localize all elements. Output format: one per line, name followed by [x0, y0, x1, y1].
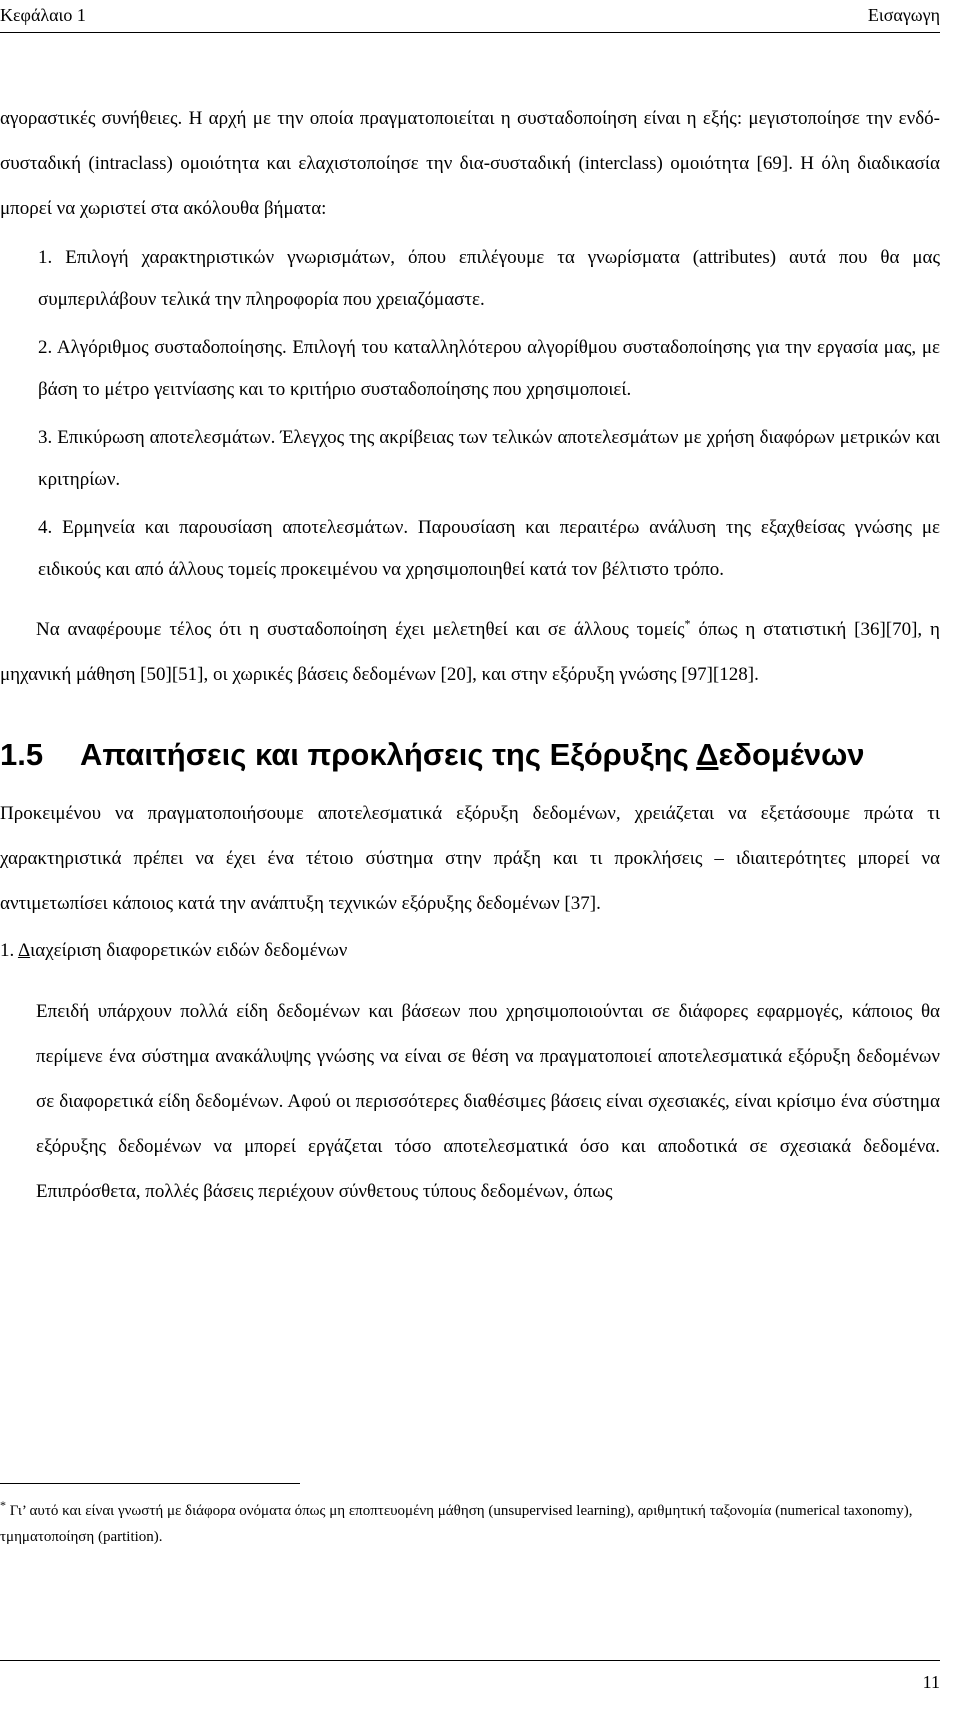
step-text: Έλεγχος της ακρίβειας των τελικών αποτελεσμάτων με χρήση διαφόρων μετρικών και κριτηρίων. — [38, 427, 940, 490]
step-number: 2. — [38, 337, 53, 358]
step-text: Επιλογή του καταλληλότερου αλγορίθμου συσταδοποίησης για την εργασία μας, με βάση το μέτρο γειτνίασης και το κριτήριο συσταδοποίησης που χρησιμοποιεί. — [38, 337, 941, 400]
step-number: 1. — [38, 247, 53, 268]
footnote — [0, 1498, 940, 1550]
subsection-title-rest: ιαχείριση διαφορετικών ειδών δεδομένων — [30, 940, 348, 961]
footnote-reference: * — [684, 616, 691, 631]
intro-paragraph: αγοραστικές συνήθειες. Η αρχή με την οποία πραγματοποιείται η συσταδοποίηση είναι η εξής: μεγιστοποίησε την ενδό-συσταδική (intraclass) ομοιότητα και ελαχιστοποίησε την δια-συσταδική (interclass) ομοιότητα [69]. Η όλη διαδικασία μπορεί να χωριστεί στα ακόλουθα βήματα: — [0, 108, 940, 219]
header-chapter: Κεφάλαιο 1 — [0, 5, 86, 25]
step-item-2 — [0, 327, 940, 411]
section-heading — [0, 733, 940, 777]
closing-text-after: όπως η στατιστική [36][70], η μηχανική μάθηση [50][51], οι χωρικές βάσεις δεδομένων [20], και στην εξόρυξη γνώσης [97][128]. — [0, 619, 940, 685]
footer-divider — [0, 1660, 940, 1661]
closing-paragraph — [0, 607, 940, 697]
subsection-paragraph: Επειδή υπάρχουν πολλά είδη δεδομένων και βάσεων που χρησιμοποιούνται σε διάφορες εφαρμογές, κάποιος θα περίμενε ένα σύστημα ανακάλυψης γνώσης να είναι σε θέση να πραγματοποιεί αποτελεσματικά εξόρυξη δεδομένων σε διαφορετικά είδη δεδομένων. Αφού οι περισσότερες διαθέσιμες βάσεις είναι σχεσιακές, είναι κρίσιμο ένα σύστημα εξόρυξης δεδομένων να μπορεί εργάζεται τόσο αποτελεσματικά όσο και αποδοτικά σε σχεσιακά δεδομένα. Επιπρόσθετα, πολλές βάσεις περιέχουν σύνθετους τύπους δεδομένων, όπως — [36, 1001, 940, 1202]
step-number: 3. — [38, 427, 53, 448]
step-item-4 — [0, 507, 940, 591]
subsection-heading — [0, 928, 940, 973]
closing-text-before: Να αναφέρουμε τέλος ότι η συσταδοποίηση έχει μελετηθεί και σε άλλους τομείς — [36, 619, 685, 640]
footnote-divider — [0, 1483, 300, 1484]
footnote-mark: * — [0, 1498, 6, 1512]
footnote-text: Γι’ αυτό και είναι γνωστή με διάφορα ονόματα όπως μη εποπτευομένη μάθηση (unsupervised learning), αριθμητική ταξονομία (numerical taxonomy), τμηματοποίηση (partition). — [0, 1503, 913, 1545]
page-body — [0, 96, 940, 1214]
section-title-after: εδομένων — [718, 737, 865, 772]
step-title: Ερμηνεία και παρουσίαση αποτελεσμάτων. — [62, 517, 409, 538]
section-number: 1.5 — [0, 737, 44, 772]
step-title: Αλγόριθμος συσταδοποίησης. — [56, 337, 287, 358]
subsection-title-underlined: Δ — [17, 940, 31, 961]
step-title: Επικύρωση αποτελεσμάτων. — [57, 427, 276, 448]
step-number: 4. — [38, 517, 53, 538]
step-item-1 — [0, 237, 940, 321]
page-number: 11 — [922, 1672, 940, 1692]
step-text: όπου επιλέγουμε τα γνωρίσματα (attributes) αυτά που θα μας συμπεριλάβουν τελικά την πληροφορία που χρειαζόμαστε. — [38, 247, 941, 310]
subsection-number: 1. — [0, 940, 15, 961]
header-section: Εισαγωγη — [867, 5, 940, 25]
step-title: Επιλογή χαρακτηριστικών γνωρισμάτων, — [65, 247, 396, 268]
section-title-underlined: Δ — [696, 737, 719, 772]
step-item-3 — [0, 417, 940, 501]
running-header — [0, 2, 940, 33]
section-intro-paragraph: Προκειμένου να πραγματοποιήσουμε αποτελεσματικά εξόρυξη δεδομένων, χρειάζεται να εξετάσουμε πρώτα τι χαρακτηριστικά πρέπει να έχει ένα τέτοιο σύστημα στην πράξη και τι προκλήσεις – ιδιαιτερότητες μπορεί να αντιμετωπίσει κάποιος κατά την ανάπτυξη τεχνικών εξόρυξης δεδομένων [37]. — [0, 803, 940, 914]
section-title-before: Απαιτήσεις και προκλήσεις της Εξόρυξης — [80, 737, 697, 772]
step-text: Παρουσίαση και περαιτέρω ανάλυση της εξαχθείσας γνώσης με ειδικούς και από άλλους τομείς προκειμένου να χρησιμοποιηθεί κατά τον βέλτιστο τρόπο. — [38, 517, 940, 580]
